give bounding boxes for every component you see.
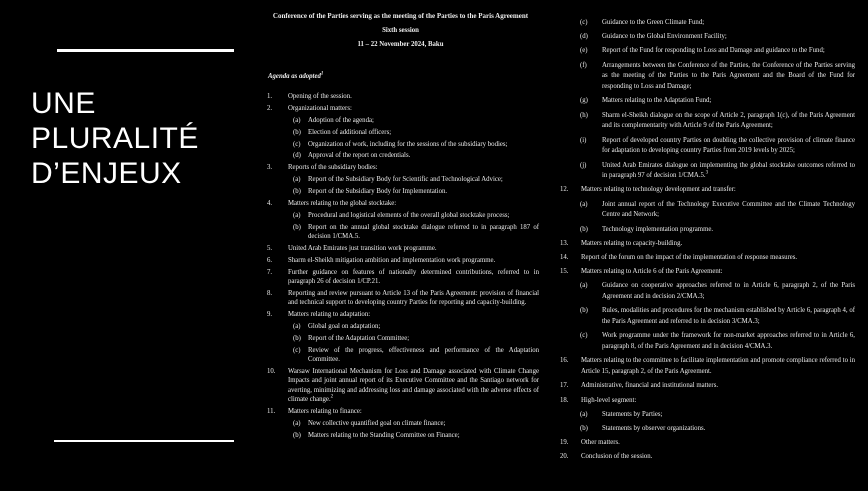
agenda-sub-label: (b) xyxy=(580,225,588,233)
agenda-item xyxy=(260,268,541,287)
agenda-item-text: Warsaw International Mechanism for Loss and Damage associated with Climate Change Impacts and joint annual report of its Executive Committee and the Santiago network for averting, minimizing and addressing loss and damage associated with the adverse effects of climate change.$^2$ xyxy=(288,368,539,403)
agenda-item-number: 19. xyxy=(560,439,569,447)
agenda-list-left xyxy=(260,92,541,440)
agenda-item-text: Opening of the session. xyxy=(288,93,352,100)
agenda-item-text: Sharm el-Sheikh mitigation ambition and implementation work programme. xyxy=(288,256,496,264)
agenda-item-number: 15. xyxy=(560,268,569,276)
agenda-item-number: 17. xyxy=(560,382,569,390)
agenda-sub-label: (a) xyxy=(580,200,588,208)
agenda-sub-label: (b) xyxy=(580,307,588,315)
agenda-sub-item xyxy=(260,322,541,331)
agenda-sub-item xyxy=(260,151,541,160)
agenda-item xyxy=(553,239,857,250)
agenda-sub-text: Joint annual report of the Technology Executive Committee and the Climate Technology Centre and Network; xyxy=(602,200,855,219)
agenda-sub-label: (d) xyxy=(580,33,588,41)
agenda-sub-text: Global goal on adaptation; xyxy=(308,323,381,331)
agenda-item xyxy=(553,381,857,392)
agenda-sub-text: Matters relating to the Standing Committee on Finance; xyxy=(308,431,460,439)
agenda-sub-label: (d) xyxy=(293,152,301,160)
agenda-sub-label: (f) xyxy=(580,61,587,69)
agenda-sub-label: (a) xyxy=(293,116,301,124)
agenda-sub-item xyxy=(553,306,857,328)
agenda-item xyxy=(553,267,857,278)
agenda-sub-item xyxy=(553,281,857,303)
agenda-sub-item xyxy=(260,211,541,220)
agenda-sub-text: New collective quantified goal on climate finance; xyxy=(308,419,446,427)
agenda-item xyxy=(553,185,857,196)
agenda-item xyxy=(260,310,541,319)
agenda-sub-label: (b) xyxy=(293,188,301,196)
agenda-sub-text: Statements by observer organizations. xyxy=(602,424,706,432)
agenda-item xyxy=(553,356,857,378)
agenda-sub-label: (c) xyxy=(293,346,301,354)
agenda-sub-text: Election of additional officers; xyxy=(308,128,392,136)
agenda-sub-item xyxy=(553,32,857,43)
agenda-item-text: Matters relating to capacity-building. xyxy=(581,239,683,247)
slide-title-line-3: D’ENJEUX xyxy=(31,157,182,190)
agenda-sub-label: (a) xyxy=(293,323,301,331)
agenda-item-text: Report of the forum on the impact of the implementation of response measures. xyxy=(581,254,798,262)
agenda-sub-label: (a) xyxy=(580,282,588,290)
agenda-item-number: 13. xyxy=(560,239,569,247)
agenda-sub-label: (a) xyxy=(293,419,301,427)
agenda-sub-label: (a) xyxy=(580,410,588,418)
agenda-item xyxy=(553,438,857,449)
agenda-sub-text: Guidance to the Global Environment Facility; xyxy=(602,33,727,41)
agenda-item-text: Other matters. xyxy=(581,439,620,447)
agenda-sub-label: (b) xyxy=(293,431,301,439)
agenda-sub-item xyxy=(260,419,541,428)
agenda-sub-text: Report on the annual global stocktake dialogue referred to in paragraph 187 of decision 1/CMA.5. xyxy=(308,223,539,241)
agenda-label-text: Agenda as adopted xyxy=(268,73,321,80)
agenda-sub-text: Matters relating to the Adaptation Fund; xyxy=(602,97,712,105)
document-date-location: 11 – 22 November 2024, Baku xyxy=(357,41,444,48)
agenda-item xyxy=(260,244,541,253)
agenda-item xyxy=(260,199,541,208)
agenda-sub-label: (c) xyxy=(580,19,588,26)
agenda-item xyxy=(260,92,541,101)
agenda-item-number: 20. xyxy=(560,453,569,461)
agenda-sub-text: Procedural and logistical elements of the overall global stocktake process; xyxy=(308,211,510,219)
agenda-item-text: Matters relating to the committee to facilitate implementation and promote compliance referred to in Article 15, paragraph 2, of the Paris Agreement. xyxy=(581,357,855,376)
agenda-item xyxy=(260,256,541,265)
agenda-item-number: 11. xyxy=(267,407,276,415)
agenda-sub-item xyxy=(553,96,857,107)
agenda-sub-item xyxy=(553,161,857,183)
agenda-sub-item xyxy=(553,61,857,93)
agenda-item-text: Matters relating to adaptation: xyxy=(288,311,371,319)
agenda-sub-item xyxy=(553,46,857,57)
agenda-item-text: Conclusion of the session. xyxy=(581,453,653,461)
agenda-item-text: Matters relating to the global stocktake: xyxy=(288,200,397,208)
agenda-sub-label: (e) xyxy=(580,47,588,55)
agenda-sub-item xyxy=(260,223,541,242)
agenda-item-text: Organizational matters: xyxy=(288,104,352,112)
agenda-item-text: Matters relating to technology development and transfer: xyxy=(581,186,736,194)
slide-title-line-2: PLURALITÉ xyxy=(31,122,199,155)
document-left-column xyxy=(260,0,541,442)
agenda-sub-text: Review of the progress, effectiveness and performance of the Adaptation Committee. xyxy=(308,346,539,364)
agenda-sub-label: (i) xyxy=(580,136,587,144)
agenda-sub-text: United Arab Emirates dialogue on implementing the global stocktake outcomes referred to in paragraph 97 of decision 1/CMA.5.$^3$ xyxy=(602,161,855,180)
agenda-sub-label: (b) xyxy=(293,334,301,342)
agenda-sub-item xyxy=(260,128,541,137)
agenda-sub-item xyxy=(260,140,541,149)
agenda-sub-item xyxy=(260,346,541,365)
document-session: Sixth session xyxy=(382,27,419,34)
agenda-sub-item xyxy=(553,18,857,29)
agenda-item-text: High-level segment: xyxy=(581,396,637,404)
agenda-item-number: 3. xyxy=(267,164,273,172)
agenda-item-number: 10. xyxy=(267,368,276,375)
agenda-sub-item xyxy=(260,187,541,196)
agenda-sub-label: (b) xyxy=(580,424,588,432)
agenda-sub-item xyxy=(260,116,541,125)
agenda-sub-label: (c) xyxy=(293,140,301,148)
agenda-item-number: 7. xyxy=(267,268,273,276)
agenda-sub-label: (a) xyxy=(293,176,301,184)
agenda-item-number: 2. xyxy=(267,104,273,112)
agenda-sub-item xyxy=(553,331,857,353)
footnote-marker: 2 xyxy=(330,394,334,400)
agenda-sub-text: Work programme under the framework for non-market approaches referred to in Article 6, paragraph 8, of the Paris Agreement and in decision 4/CMA.3. xyxy=(602,332,855,351)
agenda-sub-text: Guidance on cooperative approaches referred to in Article 6, paragraph 2, of the Paris Agreement and in decision 2/CMA.3; xyxy=(602,282,855,301)
agenda-item-text: Administrative, financial and institutional matters. xyxy=(581,382,719,390)
document-title: Conference of the Parties serving as the meeting of the Parties to the Paris Agreement xyxy=(272,12,529,20)
agenda-sub-label: (b) xyxy=(293,128,301,136)
agenda-item xyxy=(260,289,541,308)
agenda-sub-label: (c) xyxy=(580,332,588,340)
agenda-item-number: 9. xyxy=(267,311,273,319)
agenda-sub-text: Rules, modalities and procedures for the mechanism established by Article 6, paragraph 4, of the Paris Agreement and referred to in decision 3/CMA.3; xyxy=(602,307,855,326)
agenda-sub-text: Report of the Adaptation Committee; xyxy=(308,334,410,342)
agenda-list-right xyxy=(553,18,857,463)
agenda-sub-text: Organization of work, including for the sessions of the subsidiary bodies; xyxy=(308,140,508,148)
agenda-sub-label: (a) xyxy=(293,211,301,219)
agenda-sub-item xyxy=(553,225,857,236)
agenda-sub-text: Technology implementation programme. xyxy=(602,225,714,233)
agenda-item xyxy=(260,407,541,416)
agenda-sub-item xyxy=(553,424,857,435)
agenda-item xyxy=(553,396,857,407)
document-right-column xyxy=(553,6,857,466)
agenda-sub-item xyxy=(260,334,541,343)
agenda-item xyxy=(260,367,541,404)
agenda-item-number: 1. xyxy=(267,93,273,100)
agenda-item-text: Reports of the subsidiary bodies: xyxy=(288,164,378,172)
agenda-sub-label: (j) xyxy=(580,161,587,169)
slide-title-line-1: UNE xyxy=(31,87,96,120)
agenda-label xyxy=(268,73,541,80)
slide-title xyxy=(31,86,199,191)
top-rule xyxy=(57,49,234,52)
agenda-sub-item xyxy=(553,410,857,421)
agenda-sub-item xyxy=(553,200,857,222)
agenda-sub-item xyxy=(260,431,541,440)
agenda-item-text: Reporting and review pursuant to Article 13 of the Paris Agreement: provision of financial and technical support to developing country Parties for reporting and capacity-building. xyxy=(288,289,539,307)
agenda-sub-text: Approval of the report on credentials. xyxy=(308,152,411,160)
agenda-sub-text: Report of developed country Parties on doubling the collective provision of climate finance for adaptation to developing country Parties from 2019 levels by 2025; xyxy=(602,136,855,155)
footnote-marker: 3 xyxy=(705,171,709,177)
agenda-item xyxy=(553,253,857,264)
agenda-item xyxy=(553,452,857,463)
agenda-sub-text: Arrangements between the Conference of the Parties, the Conference of the Parties serving as the meeting of the Parties to the Paris Agreement and the Board of the Fund for responding to Loss and Damage; xyxy=(602,61,855,91)
agenda-item-number: 8. xyxy=(267,289,273,297)
agenda-item-number: 5. xyxy=(267,244,273,252)
agenda-item-number: 6. xyxy=(267,256,273,264)
agenda-sub-text: Sharm el-Sheikh dialogue on the scope of Article 2, paragraph 1(c), of the Paris Agreement and its complementarity with Article 9 of the Paris Agreement; xyxy=(602,111,855,130)
agenda-item-text: Further guidance on features of nationally determined contributions, referred to in paragraph 26 of decision 1/CP.21. xyxy=(288,268,539,286)
agenda-sub-text: Report of the Fund for responding to Loss and Damage and guidance to the Fund; xyxy=(602,47,825,55)
bottom-rule xyxy=(54,440,234,442)
agenda-sub-text: Statements by Parties; xyxy=(602,410,663,418)
agenda-item-text: Matters relating to finance: xyxy=(288,407,362,415)
agenda-item-number: 12. xyxy=(560,186,569,194)
agenda-sub-text: Report of the Subsidiary Body for Scientific and Technological Advice; xyxy=(308,176,503,184)
agenda-sub-text: Adoption of the agenda; xyxy=(308,116,374,124)
agenda-sub-item xyxy=(553,111,857,133)
agenda-footnote-marker: 1 xyxy=(320,71,324,77)
agenda-sub-text: Guidance to the Green Climate Fund; xyxy=(602,19,705,26)
agenda-sub-label: (h) xyxy=(580,111,588,119)
agenda-item-number: 16. xyxy=(560,357,569,365)
agenda-sub-item xyxy=(553,136,857,158)
agenda-sub-label: (g) xyxy=(580,97,588,105)
agenda-item-number: 18. xyxy=(560,396,569,404)
agenda-item xyxy=(260,104,541,113)
agenda-item-number: 14. xyxy=(560,254,569,262)
agenda-sub-text: Report of the Subsidiary Body for Implementation. xyxy=(308,188,448,196)
agenda-sub-label: (b) xyxy=(293,223,301,231)
agenda-item-number: 4. xyxy=(267,200,273,208)
agenda-item xyxy=(260,163,541,172)
agenda-item-text: Matters relating to Article 6 of the Paris Agreement: xyxy=(581,268,723,276)
agenda-sub-item xyxy=(260,175,541,184)
agenda-item-text: United Arab Emirates just transition work programme. xyxy=(288,244,437,252)
